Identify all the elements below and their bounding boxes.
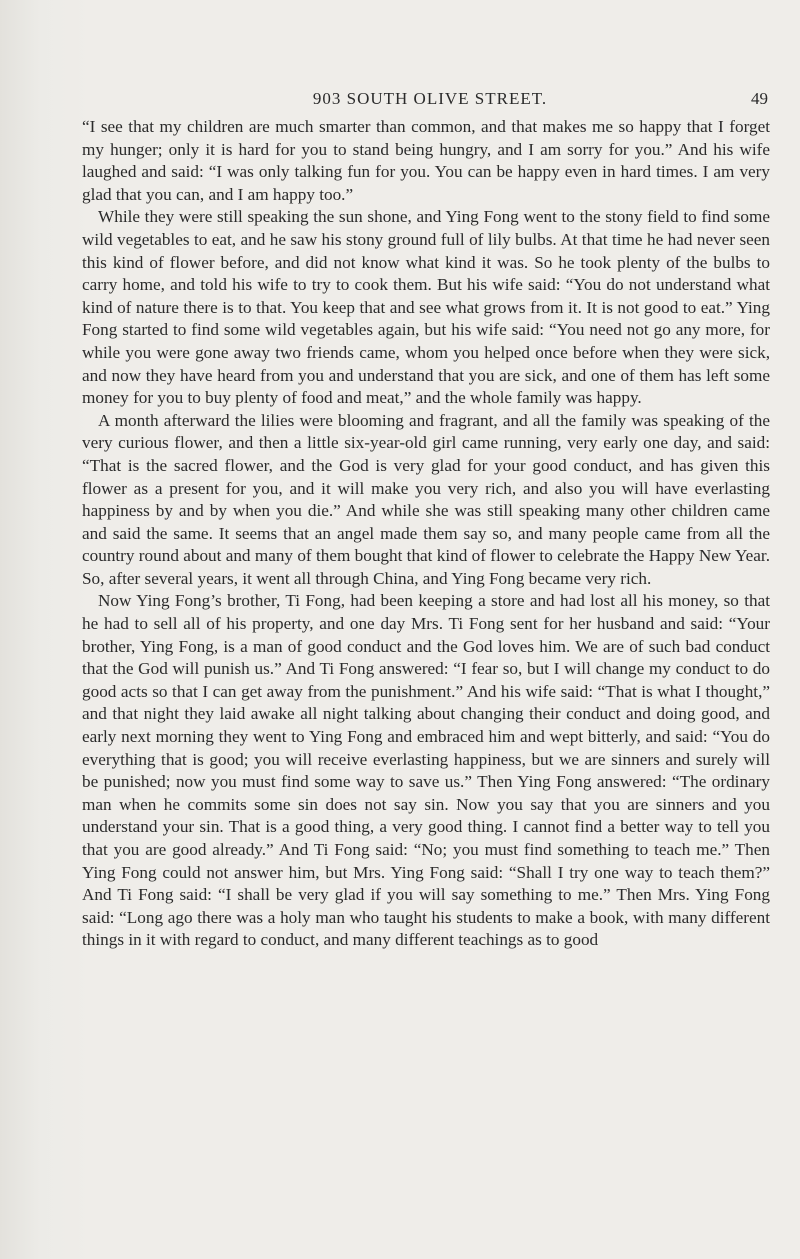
body-text xyxy=(82,116,770,952)
running-title: 903 SOUTH OLIVE STREET. xyxy=(312,89,548,108)
paragraph: While they were still speaking the sun shone, and Ying Fong went to the stony field to find some wild vegetables to eat, and he saw his stony ground full of lily bulbs. At that time he had never seen this kind of flower before, and did not know what kind it was. So he took plenty of the bulbs to carry home, and told his wife to try to cook them. But his wife said: “You do not understand what kind of nature there is to that. You keep that and see what grows from it. It is not good to eat.” Ying Fong started to find some wild vegetables again, but his wife said: “You need not go any more, for while you were gone away two friends came, whom you helped once before when they were sick, and now they have heard from you and understand that you are sick, and one of them has left some money for you to buy plenty of food and meat,” and the whole family was happy. xyxy=(82,207,770,408)
running-header xyxy=(92,87,768,113)
paragraph: Now Ying Fong’s brother, Ti Fong, had been keeping a store and had lost all his money, so that he had to sell all of his property, and one day Mrs. Ti Fong sent for her husband and said: “Your brother, Ying Fong, is a man of good conduct and the God loves him. We are of such bad conduct that the God will punish us.” And Ti Fong answered: “I fear so, but I will change my conduct to do good acts so that I can get away from the punishment.” And his wife said: “That is what I thought,” and that night they laid awake all night talking about changing their conduct and doing good, and early next morning they went to Ying Fong and embraced him and wept bitterly, and said: “You do everything that is good; you will receive everlasting happiness, but we are sinners and surely will be punished; now you must find some way to save us.” Then Ying Fong answered: “The ordinary man when he commits some sin does not say sin. Now you say that you are sinners and you understand your sin. That is a good thing, a very good thing. I cannot find a better way to tell you that you are good already.” And Ti Fong said: “No; you must find something to teach me.” Then Ying Fong could not answer him, but Mrs. Ying Fong said: “Shall I try one way to teach them?” And Ti Fong said: “I shall be very glad if you will say something to me.” Then Mrs. Ying Fong said: “Long ago there was a holy man who taught his students to make a book, with many different things in it with regard to conduct, and many different teachings as to good xyxy=(82,591,770,950)
paragraph: “I see that my children are much smarter than common, and that makes me so happy that I forget my hunger; only it is hard for you to stand being hungry, and I am sorry for you.” And his wife laughed and said: “I was only talking fun for you. You can be happy even in hard times. I am very glad that you can, and I am happy too.” xyxy=(82,117,770,204)
paragraph: A month afterward the lilies were blooming and fragrant, and all the family was speaking of the very curious flower, and then a little six-year-old girl came running, very early one day, and said: “That is the sacred flower, and the God is very glad for your good conduct, and has given this flower as a present for you, and it will make you very rich, and also you will have everlasting happiness by and by when you die.” And while she was still speaking many other children came and said the same. It seems that an angel made them say so, and many people came from all the country round about and many of them bought that kind of flower to celebrate the Happy New Year. So, after several years, it went all through China, and Ying Fong became very rich. xyxy=(82,410,770,588)
page-number: 49 xyxy=(751,89,768,108)
